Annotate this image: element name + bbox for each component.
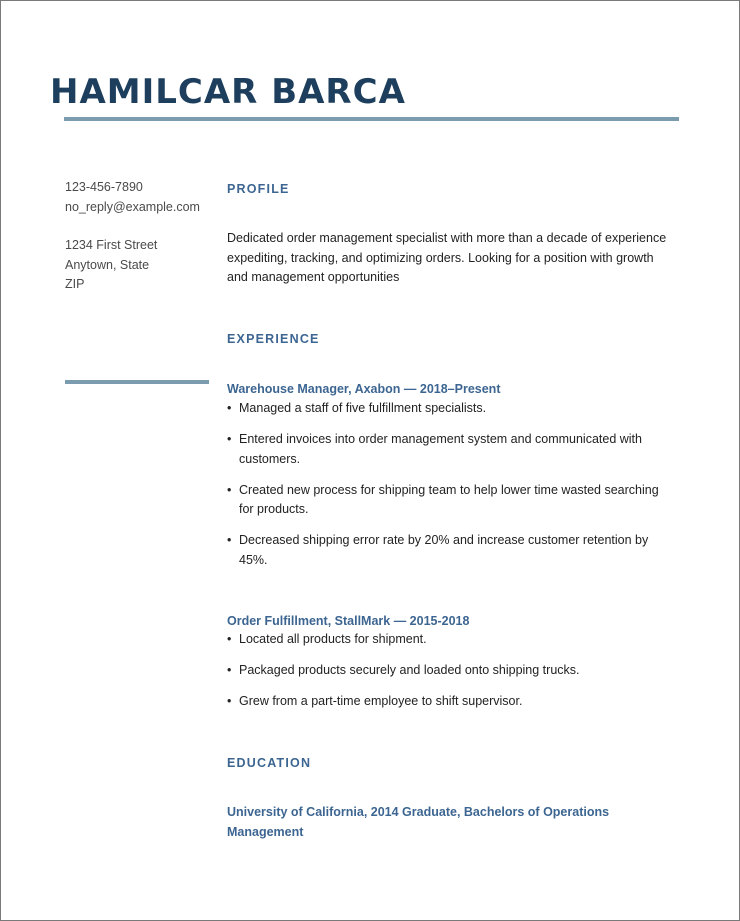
job-duty: • Grew from a part-time employee to shift supervisor. bbox=[227, 692, 675, 712]
job-duty: • Managed a staff of five fulfillment specialists. bbox=[227, 399, 675, 419]
job-title: Warehouse Manager, Axabon — 2018–Present bbox=[227, 382, 501, 396]
contact-details bbox=[65, 178, 200, 217]
address-zip: ZIP bbox=[65, 277, 85, 291]
profile-heading: PROFILE bbox=[227, 182, 290, 196]
sidebar-divider bbox=[65, 380, 209, 384]
job-duty: • Created new process for shipping team to help lower time wasted searching for products. bbox=[227, 481, 675, 520]
email-address: no_reply@example.com bbox=[65, 199, 200, 214]
phone-number: 123-456-7890 bbox=[65, 180, 143, 194]
address-street: 1234 First Street bbox=[65, 238, 158, 252]
mailing-address bbox=[65, 236, 157, 295]
job-duties-list bbox=[227, 630, 675, 723]
education-entry: University of California, 2014 Graduate, Bachelors of Operations Management bbox=[227, 805, 610, 839]
education-heading: EDUCATION bbox=[227, 756, 312, 770]
job-duty: • Located all products for shipment. bbox=[227, 630, 675, 650]
job-duty: • Entered invoices into order management system and communicated with customers. bbox=[227, 430, 675, 469]
job-duties-list bbox=[227, 399, 675, 582]
applicant-name: HAMILCAR BARCA bbox=[50, 72, 406, 112]
address-city-state: Anytown, State bbox=[65, 257, 150, 272]
title-divider bbox=[64, 117, 679, 121]
profile-summary: Dedicated order management specialist with more than a decade of experience expediting, tracking, and optimizing orders. Looking for a position with growth and management opportunities bbox=[227, 231, 667, 284]
job-duty: • Decreased shipping error rate by 20% and increase customer retention by 45%. bbox=[227, 531, 675, 570]
experience-heading: EXPERIENCE bbox=[227, 332, 320, 346]
job-title: Order Fulfillment, StallMark — 2015-2018 bbox=[227, 614, 470, 628]
job-duty: • Packaged products securely and loaded onto shipping trucks. bbox=[227, 661, 675, 681]
